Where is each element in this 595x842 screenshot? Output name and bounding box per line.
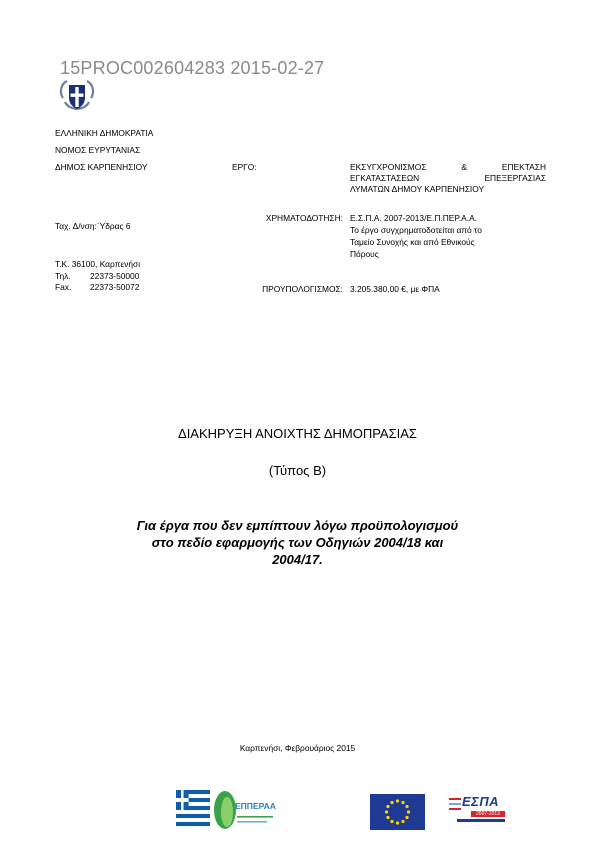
espa-years: 2007-2013 bbox=[471, 811, 505, 817]
subtitle-line-1: Για έργα που δεν εμπίπτουν λόγω προϋπολογισμού bbox=[136, 518, 459, 533]
eu-star-icon bbox=[401, 801, 404, 804]
eu-flag-icon bbox=[370, 794, 425, 830]
eu-star-icon bbox=[390, 801, 393, 804]
espa-logo bbox=[449, 794, 507, 826]
document-subtitle bbox=[0, 517, 595, 568]
eu-star-icon bbox=[405, 805, 408, 808]
epperaa-logo bbox=[213, 790, 279, 832]
document-title: ΔΙΑΚΗΡΥΞΗ ΑΝΟΙΧΤΗΣ ΔΗΜΟΠΡΑΣΙΑΣ bbox=[178, 426, 417, 441]
funding-line-1: Ε.Σ.Π.Α. 2007-2013/Ε.Π.ΠΕΡ.Α.Α. bbox=[350, 213, 477, 223]
fax-value: 22373-50072 bbox=[90, 282, 140, 292]
document-stamp: 15PROC002604283 2015-02-27 bbox=[60, 58, 325, 78]
eu-star-icon bbox=[386, 816, 389, 819]
address-line: Ταχ. Δ/νση:΄Υδρας 6 bbox=[55, 221, 131, 231]
eu-star-icon bbox=[386, 805, 389, 808]
greek-flag-icon bbox=[176, 790, 210, 826]
epperaa-text: ΕΠΠΕΡΑΑ bbox=[235, 801, 276, 811]
phone-label: Τηλ. bbox=[55, 271, 71, 281]
funding-line-2: Το έργο συγχρηματοδοτείται από το bbox=[350, 225, 482, 235]
espa-stripe-red bbox=[449, 798, 461, 800]
epperaa-mark-icon bbox=[213, 790, 279, 832]
project-label: ΕΡΓΟ: bbox=[232, 162, 257, 172]
funding-line-4: Πόρους bbox=[350, 249, 379, 259]
postal-code-line: Τ.Κ. 36100, Καρπενήσι bbox=[55, 259, 141, 269]
header-municipality: ΔΗΜΟΣ ΚΑΡΠΕΝΗΣΙΟΥ bbox=[55, 162, 148, 172]
espa-underline bbox=[457, 819, 505, 822]
espa-stripe-blue bbox=[449, 803, 461, 805]
document-type: (Τύπος Β) bbox=[268, 463, 327, 478]
eu-star-icon bbox=[407, 810, 410, 813]
fax-label: Fax. bbox=[55, 282, 72, 292]
eu-star-icon bbox=[396, 799, 399, 802]
espa-text: ΕΣΠΑ bbox=[462, 794, 500, 809]
funding-label: ΧΡΗΜΑΤΟΔΟΤΗΣΗ: bbox=[265, 213, 343, 223]
project-line-2: ΕΓΚΑΤΑΣΤΑΣΕΩΝ ΕΠΕΞΕΡΓΑΣΙΑΣ bbox=[350, 173, 546, 183]
eu-star-icon bbox=[385, 810, 388, 813]
eu-star-icon bbox=[405, 816, 408, 819]
header-prefecture: ΝΟΜΟΣ ΕΥΡΥΤΑΝΙΑΣ bbox=[55, 145, 141, 155]
budget-value: 3.205.380,00 €, με ΦΠΑ bbox=[350, 284, 440, 294]
eu-star-icon bbox=[401, 820, 404, 823]
espa-stripe-red-2 bbox=[449, 808, 461, 810]
phone-value: 22373-50000 bbox=[90, 271, 140, 281]
project-line-3: ΛΥΜΑΤΩΝ ΔΗΜΟΥ ΚΑΡΠΕΝΗΣΙΟΥ bbox=[350, 184, 485, 194]
greek-coat-of-arms-icon bbox=[57, 78, 97, 116]
funding-line-3: Ταμείο Συνοχής και από Εθνικούς bbox=[350, 237, 475, 247]
eu-star-icon bbox=[396, 821, 399, 824]
project-line-1: ΕΚΣΥΓΧΡΟΝΙΣΜΟΣ & ΕΠΕΚΤΑΣΗ bbox=[350, 162, 546, 172]
budget-label: ΠΡΟΥΠΟΛΟΓΙΣΜΟΣ: bbox=[262, 284, 343, 294]
subtitle-line-3: 2004/17. bbox=[272, 552, 323, 567]
header-country: ΕΛΛΗΝΙΚΗ ΔΗΜΟΚΡΑΤΙΑ bbox=[55, 128, 154, 138]
place-date: Καρπενήσι, Φεβρουάριος 2015 bbox=[239, 743, 356, 753]
subtitle-line-2: στο πεδίο εφαρμογής των Οδηγιών 2004/18 και bbox=[151, 535, 444, 550]
eu-star-icon bbox=[390, 820, 393, 823]
